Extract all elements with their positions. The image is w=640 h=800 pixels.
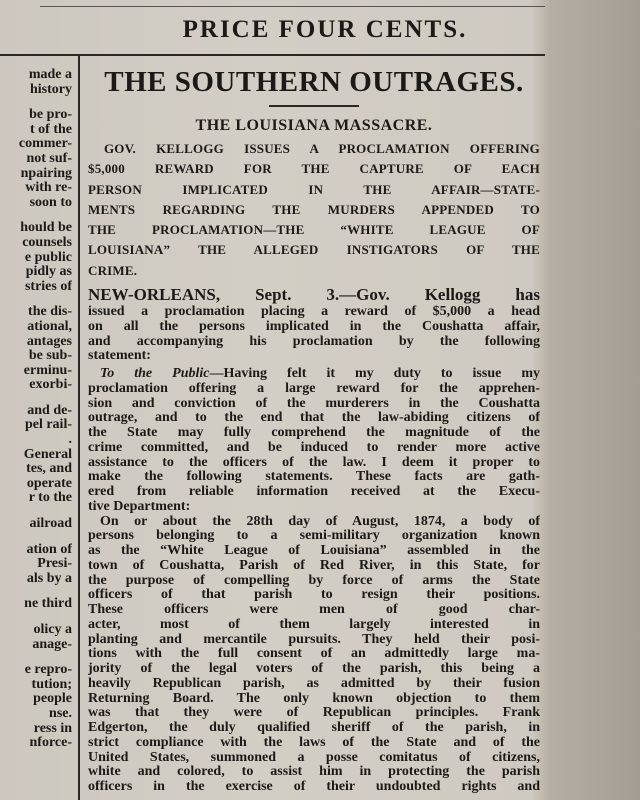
left-column-line: ation of [26,541,72,557]
left-column-line: hould be [20,220,72,236]
body-line: on all the persons implicated in the Coushatta affair, [88,318,540,334]
left-column-line: erminu- [23,362,72,378]
subhead: THE LOUISIANA MASSACRE. [195,117,433,134]
body-line: was that they were of Republican principles. Frank [88,705,540,721]
body-line: outrage, and to the end that the law-abiding citizens of [88,410,540,426]
left-column-line: r to the [28,490,72,506]
body-line: United States, summoned a posse comitatus of citizens, [88,749,540,765]
left-column-line: pidly as [25,264,72,280]
left-column-line: e public [24,249,72,265]
left-column-line: als by a [26,570,72,586]
left-column-line: ailroad [29,516,72,532]
body-line [88,367,540,382]
body-line: make the following statements. These facts are gath- [88,469,540,485]
left-column-line: anage- [32,636,72,652]
body-line: acter, most of them largely interested in [88,616,540,632]
masthead-rule [0,54,545,56]
left-column-line: antages [26,333,72,349]
body-line: ered from reliable information received at the Execu- [88,484,540,500]
left-column-line: counsels [22,234,72,250]
body-line: heavily Republican parish, as admitted by their fusion [88,675,540,691]
body-line: as the “White League of Louisiana” assembled in the [88,543,540,559]
left-column-line: Presi- [37,556,72,572]
left-column-line: General [23,446,72,462]
column-rule [78,56,80,800]
left-column-line: be pro- [29,107,72,123]
left-column-line: npairing [20,165,72,181]
dateline: NEW-ORLEANS, Sept. 3.—Gov. Kellogg has [88,285,540,305]
body-line: the purpose of compelling by force of arms the State [88,572,540,588]
body-line: sion and conviction of the murderers in the Coushatta [88,395,540,411]
masthead-price: PRICE FOUR CENTS. [182,16,468,43]
body-line: Returning Board. The only known objection to them [88,690,540,706]
body-line: strict compliance with the laws of the State and of the [88,734,540,750]
deck-line: MENTS REGARDING THE MURDERS APPENDED TO [88,201,540,217]
salutation: To the Public [100,366,210,382]
body-line: These officers were men of good char- [88,602,540,618]
left-column-line: stries of [24,278,72,294]
left-column-line: the dis- [28,304,72,320]
body-line: persons belonging to a semi-military organization known [88,528,540,544]
deck-line: THE PROCLAMATION—THE “WHITE LEAGUE OF [88,222,540,238]
left-column-line: not suf- [26,150,72,166]
left-column-line: e repro- [24,662,72,678]
left-column-line: operate [26,475,72,491]
left-column-line: olicy a [33,622,72,637]
left-column-line: ne third [24,596,72,612]
body-line: statement: [88,348,151,364]
left-column-line: with re- [25,180,72,196]
body-line: tions with the full consent of an admittedly large ma- [88,646,540,662]
left-column-line [0,532,72,543]
deck [88,139,540,281]
deck-line: PERSON IMPLICATED IN THE AFFAIR—STATE- [88,181,540,197]
article-body [88,285,540,795]
left-column-line: pel rail- [24,417,72,433]
body-line: crime committed, and be induced to render more active [88,439,540,455]
body-line: the State may fully comprehend the magnitude of the [88,425,540,441]
left-column-line: ational, [27,318,72,334]
body-text: —Having felt it my duty to issue my [209,366,540,382]
headline-rule [269,105,359,107]
deck-line: $5,000 REWARD FOR THE CAPTURE OF EACH [88,161,540,177]
left-column-line: tes, and [26,461,72,477]
body-line: officers in the exercise of their undoubted rights and [88,779,540,795]
left-column-line: be sub- [28,348,72,364]
body-line: town of Coushatta, Parish of Red River, in this State, for [88,557,540,573]
left-column-line: tution; [31,676,72,692]
body-line: tive Department: [88,498,191,514]
deck-line: GOV. KELLOGG ISSUES A PROCLAMATION OFFERING [104,141,540,156]
body-line: proclamation offering a large reward for the apprehen- [88,380,540,396]
left-column-line: made a [28,68,72,82]
left-column-line: . [68,432,72,448]
body-line: On or about the 28th day of August, 1874, a body of [100,513,540,529]
left-column-line: exorbi- [29,377,72,393]
left-column-line: nforce- [29,735,72,751]
left-column-line: and de- [27,402,72,418]
article [88,62,540,795]
deck-line: CRIME. [88,262,138,278]
top-rule [40,6,545,7]
headline: THE SOUTHERN OUTRAGES. [104,66,524,98]
body-line: Edgerton, the duly qualified sheriff of the parish, in [88,720,540,736]
body-line: planting and mercantile pursuits. They held their posi- [88,631,540,647]
body-line: jority of the legal voters of the parish, this being a [88,661,540,677]
left-column-line: soon to [29,194,72,210]
left-column-line: history [30,81,72,97]
left-column-line: t of the [30,121,72,137]
deck-line: LOUISIANA” THE ALLEGED INSTIGATORS OF THE [88,242,540,258]
body-line: and accompanying his proclamation by the following [88,333,540,349]
left-column-line: nse. [49,705,72,721]
body-line: assistance to the officers of the law. I deem it proper to [88,454,540,470]
body-line: white and colored, to assist him in protecting the parish [88,764,540,780]
left-column-text [0,68,72,751]
body-line: issued a proclamation placing a reward of $5,000 a head [88,304,540,320]
left-column-line: ress in [33,720,72,736]
left-column-line: commer- [18,136,72,152]
body-line: officers of that parish to resign their positions. [88,587,540,603]
left-column-line: people [33,691,72,707]
